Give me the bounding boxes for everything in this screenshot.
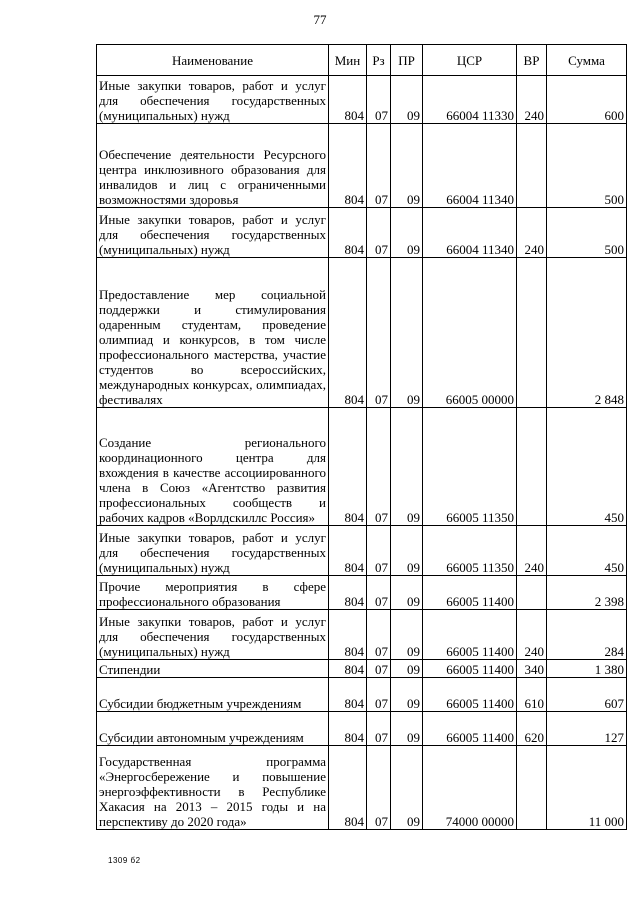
row-sum: 500 xyxy=(547,124,627,208)
row-pr: 09 xyxy=(391,610,423,660)
table-row xyxy=(97,712,627,746)
row-pr: 09 xyxy=(391,712,423,746)
row-name: Создание регионального координационного центра для вхождения в качестве ассоциированного члена в Союз «Агентство развития профессиональных сообществ и рабочих кадров «Ворлдскиллс Россия» xyxy=(97,408,329,526)
row-rz: 07 xyxy=(367,660,391,678)
table-row xyxy=(97,408,627,526)
row-vr xyxy=(517,746,547,830)
table-row xyxy=(97,610,627,660)
row-pr: 09 xyxy=(391,746,423,830)
row-csr: 66004 11340 xyxy=(423,208,517,258)
row-name: Субсидии автономным учреждениям xyxy=(97,712,329,746)
row-pr: 09 xyxy=(391,576,423,610)
row-rz: 07 xyxy=(367,258,391,408)
col-header-min: Мин xyxy=(329,45,367,76)
row-csr: 66005 11400 xyxy=(423,660,517,678)
table-row xyxy=(97,76,627,124)
row-rz: 07 xyxy=(367,124,391,208)
table-row xyxy=(97,208,627,258)
table-row xyxy=(97,678,627,712)
row-min: 804 xyxy=(329,712,367,746)
row-rz: 07 xyxy=(367,408,391,526)
row-pr: 09 xyxy=(391,208,423,258)
row-rz: 07 xyxy=(367,712,391,746)
row-csr: 66004 11340 xyxy=(423,124,517,208)
table-row xyxy=(97,746,627,830)
row-min: 804 xyxy=(329,678,367,712)
row-sum: 600 xyxy=(547,76,627,124)
row-sum: 127 xyxy=(547,712,627,746)
row-csr: 66005 11400 xyxy=(423,576,517,610)
row-rz: 07 xyxy=(367,678,391,712)
row-vr xyxy=(517,258,547,408)
row-name: Иные закупки товаров, работ и услуг для обеспечения государственных (муниципальных) нужд xyxy=(97,76,329,124)
row-rz: 07 xyxy=(367,610,391,660)
col-header-sum: Сумма xyxy=(547,45,627,76)
row-vr: 240 xyxy=(517,76,547,124)
row-pr: 09 xyxy=(391,258,423,408)
row-min: 804 xyxy=(329,746,367,830)
row-sum: 500 xyxy=(547,208,627,258)
row-sum: 1 380 xyxy=(547,660,627,678)
row-min: 804 xyxy=(329,610,367,660)
col-header-name: Наименование xyxy=(97,45,329,76)
row-pr: 09 xyxy=(391,526,423,576)
row-min: 804 xyxy=(329,208,367,258)
page-number: 77 xyxy=(313,12,327,27)
table-row xyxy=(97,124,627,208)
table-body xyxy=(97,76,627,830)
row-name: Иные закупки товаров, работ и услуг для обеспечения государственных (муниципальных) нужд xyxy=(97,526,329,576)
row-csr: 66005 11400 xyxy=(423,712,517,746)
row-sum: 450 xyxy=(547,526,627,576)
row-vr: 610 xyxy=(517,678,547,712)
row-sum: 11 000 xyxy=(547,746,627,830)
row-name: Иные закупки товаров, работ и услуг для обеспечения государственных (муниципальных) нужд xyxy=(97,610,329,660)
row-pr: 09 xyxy=(391,678,423,712)
table-row xyxy=(97,526,627,576)
row-min: 804 xyxy=(329,408,367,526)
row-vr: 240 xyxy=(517,610,547,660)
row-csr: 74000 00000 xyxy=(423,746,517,830)
row-name: Предоставление мер социальной поддержки и стимулирования одаренным студентам, проведение олимпиад и конкурсов, в том числе профессионального мастерства, участие студентов во всероссийских, международных конкурсах, олимпиадах, фестивалях xyxy=(97,258,329,408)
row-name: Государственная программа «Энергосбережение и повышение энергоэффективности в Республике Хакасия на 2013 – 2015 годы и на перспективу до 2020 года» xyxy=(97,746,329,830)
row-rz: 07 xyxy=(367,576,391,610)
row-vr: 340 xyxy=(517,660,547,678)
col-header-pr: ПР xyxy=(391,45,423,76)
row-name: Стипендии xyxy=(97,660,329,678)
row-sum: 284 xyxy=(547,610,627,660)
table-row xyxy=(97,576,627,610)
row-vr xyxy=(517,408,547,526)
row-pr: 09 xyxy=(391,76,423,124)
row-min: 804 xyxy=(329,526,367,576)
row-vr xyxy=(517,576,547,610)
row-vr: 240 xyxy=(517,526,547,576)
row-name: Обеспечение деятельности Ресурсного центра инклюзивного образования для инвалидов и лиц с ограниченными возможностями здоровья xyxy=(97,124,329,208)
row-pr: 09 xyxy=(391,124,423,208)
row-rz: 07 xyxy=(367,526,391,576)
row-sum: 607 xyxy=(547,678,627,712)
table-row xyxy=(97,660,627,678)
row-vr: 240 xyxy=(517,208,547,258)
row-csr: 66005 11400 xyxy=(423,678,517,712)
row-csr: 66005 11400 xyxy=(423,610,517,660)
col-header-vr: ВР xyxy=(517,45,547,76)
row-rz: 07 xyxy=(367,746,391,830)
row-name: Субсидии бюджетным учреждениям xyxy=(97,678,329,712)
row-min: 804 xyxy=(329,258,367,408)
budget-table xyxy=(96,44,627,830)
col-header-rz: Рз xyxy=(367,45,391,76)
row-name: Прочие мероприятия в сфере профессионального образования xyxy=(97,576,329,610)
row-min: 804 xyxy=(329,124,367,208)
row-sum: 450 xyxy=(547,408,627,526)
row-sum: 2 398 xyxy=(547,576,627,610)
row-pr: 09 xyxy=(391,660,423,678)
col-header-csr: ЦСР xyxy=(423,45,517,76)
row-min: 804 xyxy=(329,660,367,678)
row-name: Иные закупки товаров, работ и услуг для обеспечения государственных (муниципальных) нужд xyxy=(97,208,329,258)
row-csr: 66005 11350 xyxy=(423,408,517,526)
row-pr: 09 xyxy=(391,408,423,526)
footer-code: 1309 б2 xyxy=(108,856,141,865)
table-row xyxy=(97,258,627,408)
row-rz: 07 xyxy=(367,208,391,258)
row-min: 804 xyxy=(329,76,367,124)
row-csr: 66005 11350 xyxy=(423,526,517,576)
row-min: 804 xyxy=(329,576,367,610)
row-vr: 620 xyxy=(517,712,547,746)
row-vr xyxy=(517,124,547,208)
row-rz: 07 xyxy=(367,76,391,124)
row-sum: 2 848 xyxy=(547,258,627,408)
row-csr: 66005 00000 xyxy=(423,258,517,408)
table-header xyxy=(97,45,627,76)
row-csr: 66004 11330 xyxy=(423,76,517,124)
